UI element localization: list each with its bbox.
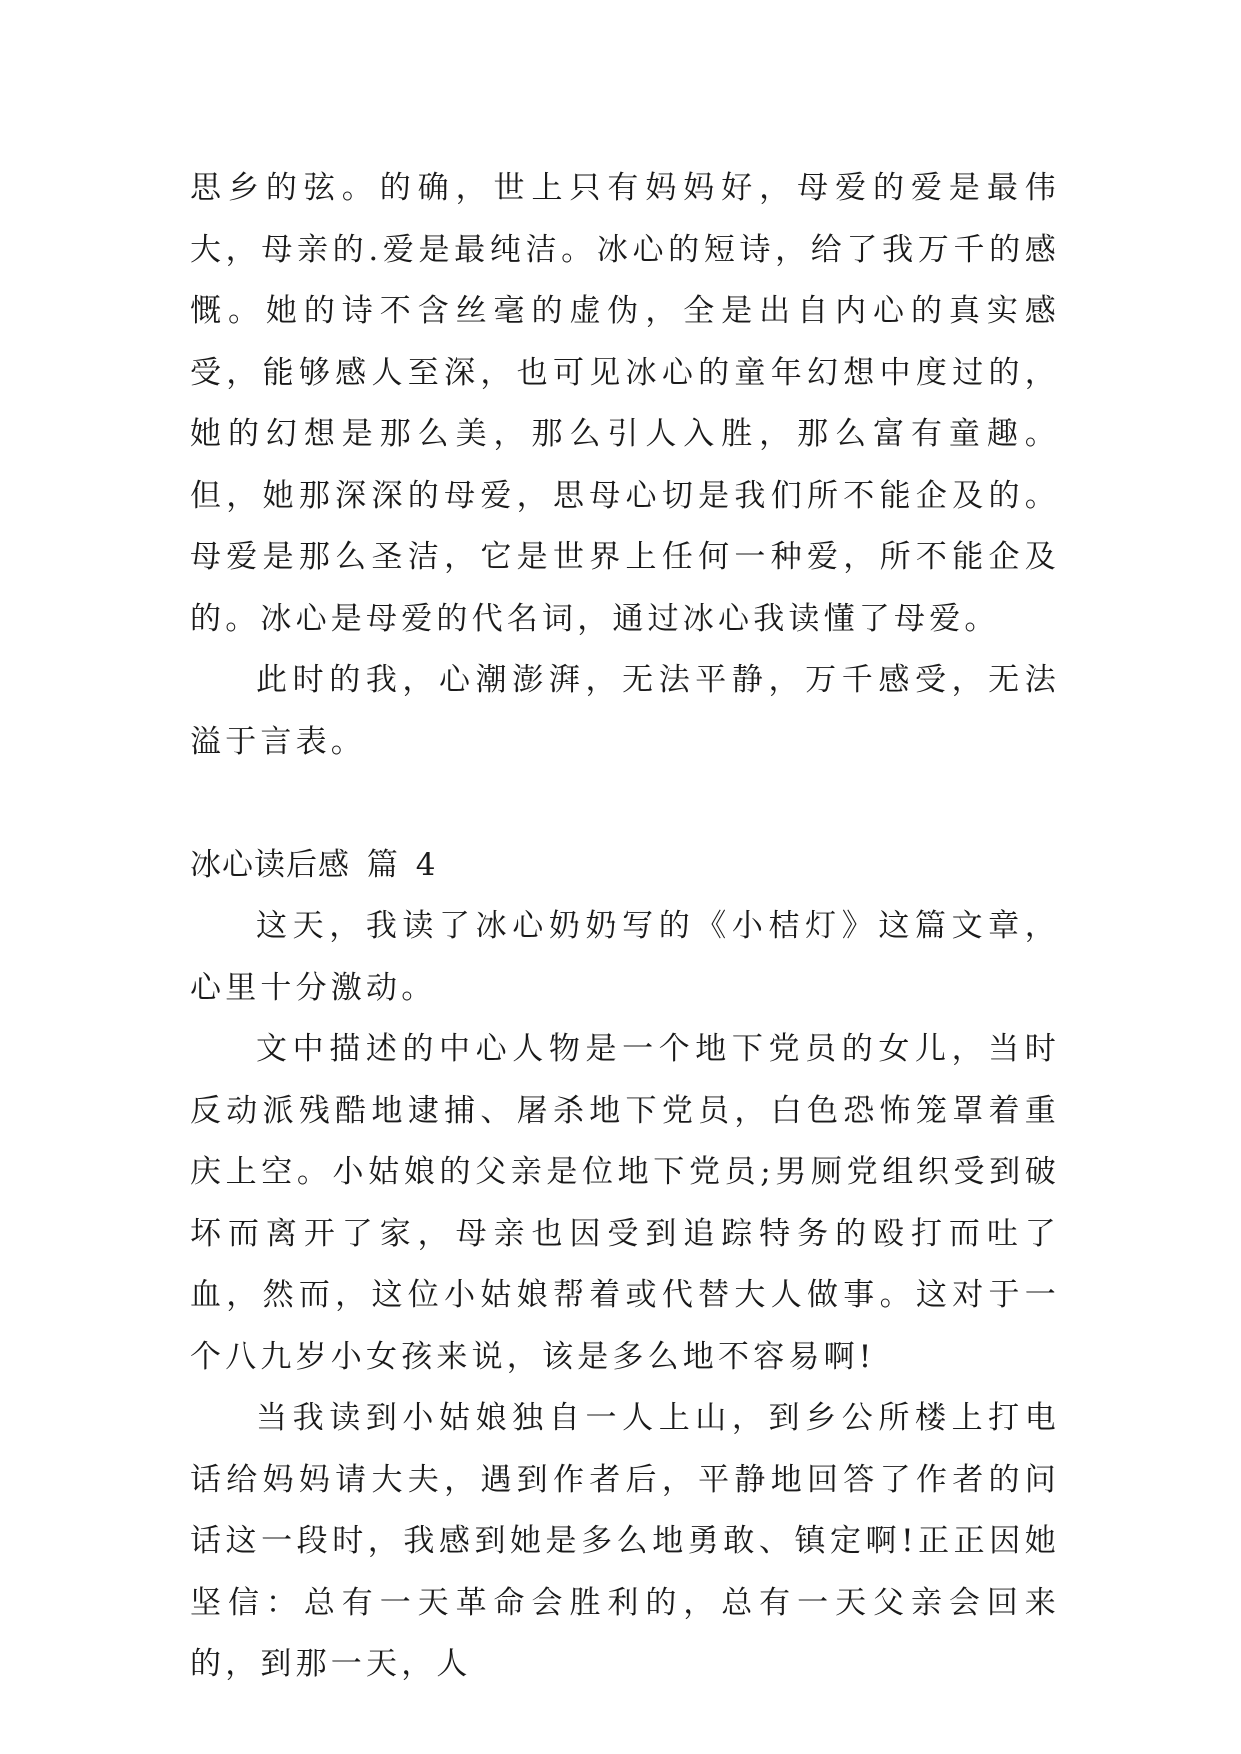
paragraph-5: 当我读到小姑娘独自一人上山，到乡公所楼上打电话给妈妈请大夫，遇到作者后，平静地回答了作者的问话这一段时，我感到她是多么地勇敢、镇定啊!正正因她坚信：总有一天革命会胜利的，总有一天父亲会回来的，到那一天，人 [190,1400,1060,1682]
document-body [190,158,1060,1696]
paragraph-4: 文中描述的中心人物是一个地下党员的女儿，当时反动派残酷地逮捕、屠杀地下党员，白色恐怖笼罩着重庆上空。小姑娘的父亲是位地下党员;男厕党组织受到破坏而离开了家，母亲也因受到追踪特务的殴打而吐了血，然而，这位小姑娘帮着或代替大人做事。这对于一个八九岁小女孩来说，该是多么地不容易啊! [190,1031,1060,1375]
section-heading: 冰心读后感 篇 4 [190,846,437,883]
paragraph-1: 思乡的弦。的确，世上只有妈妈好，母爱的爱是最伟大，母亲的.爱是最纯洁。冰心的短诗，给了我万千的感慨。她的诗不含丝毫的虚伪，全是出自内心的真实感受，能够感人至深，也可见冰心的童年幻想中度过的，她的幻想是那么美，那么引人入胜，那么富有童趣。但，她那深深的母爱，思母心切是我们所不能企及的。母爱是那么圣洁，它是世界上任何一种爱，所不能企及的。冰心是母爱的代名词，通过冰心我读懂了母爱。 [190,170,1060,637]
paragraph-2: 此时的我，心潮澎湃，无法平静，万千感受，无法溢于言表。 [190,662,1060,760]
paragraph-3: 这天，我读了冰心奶奶写的《小桔灯》这篇文章，心里十分激动。 [190,908,1060,1006]
